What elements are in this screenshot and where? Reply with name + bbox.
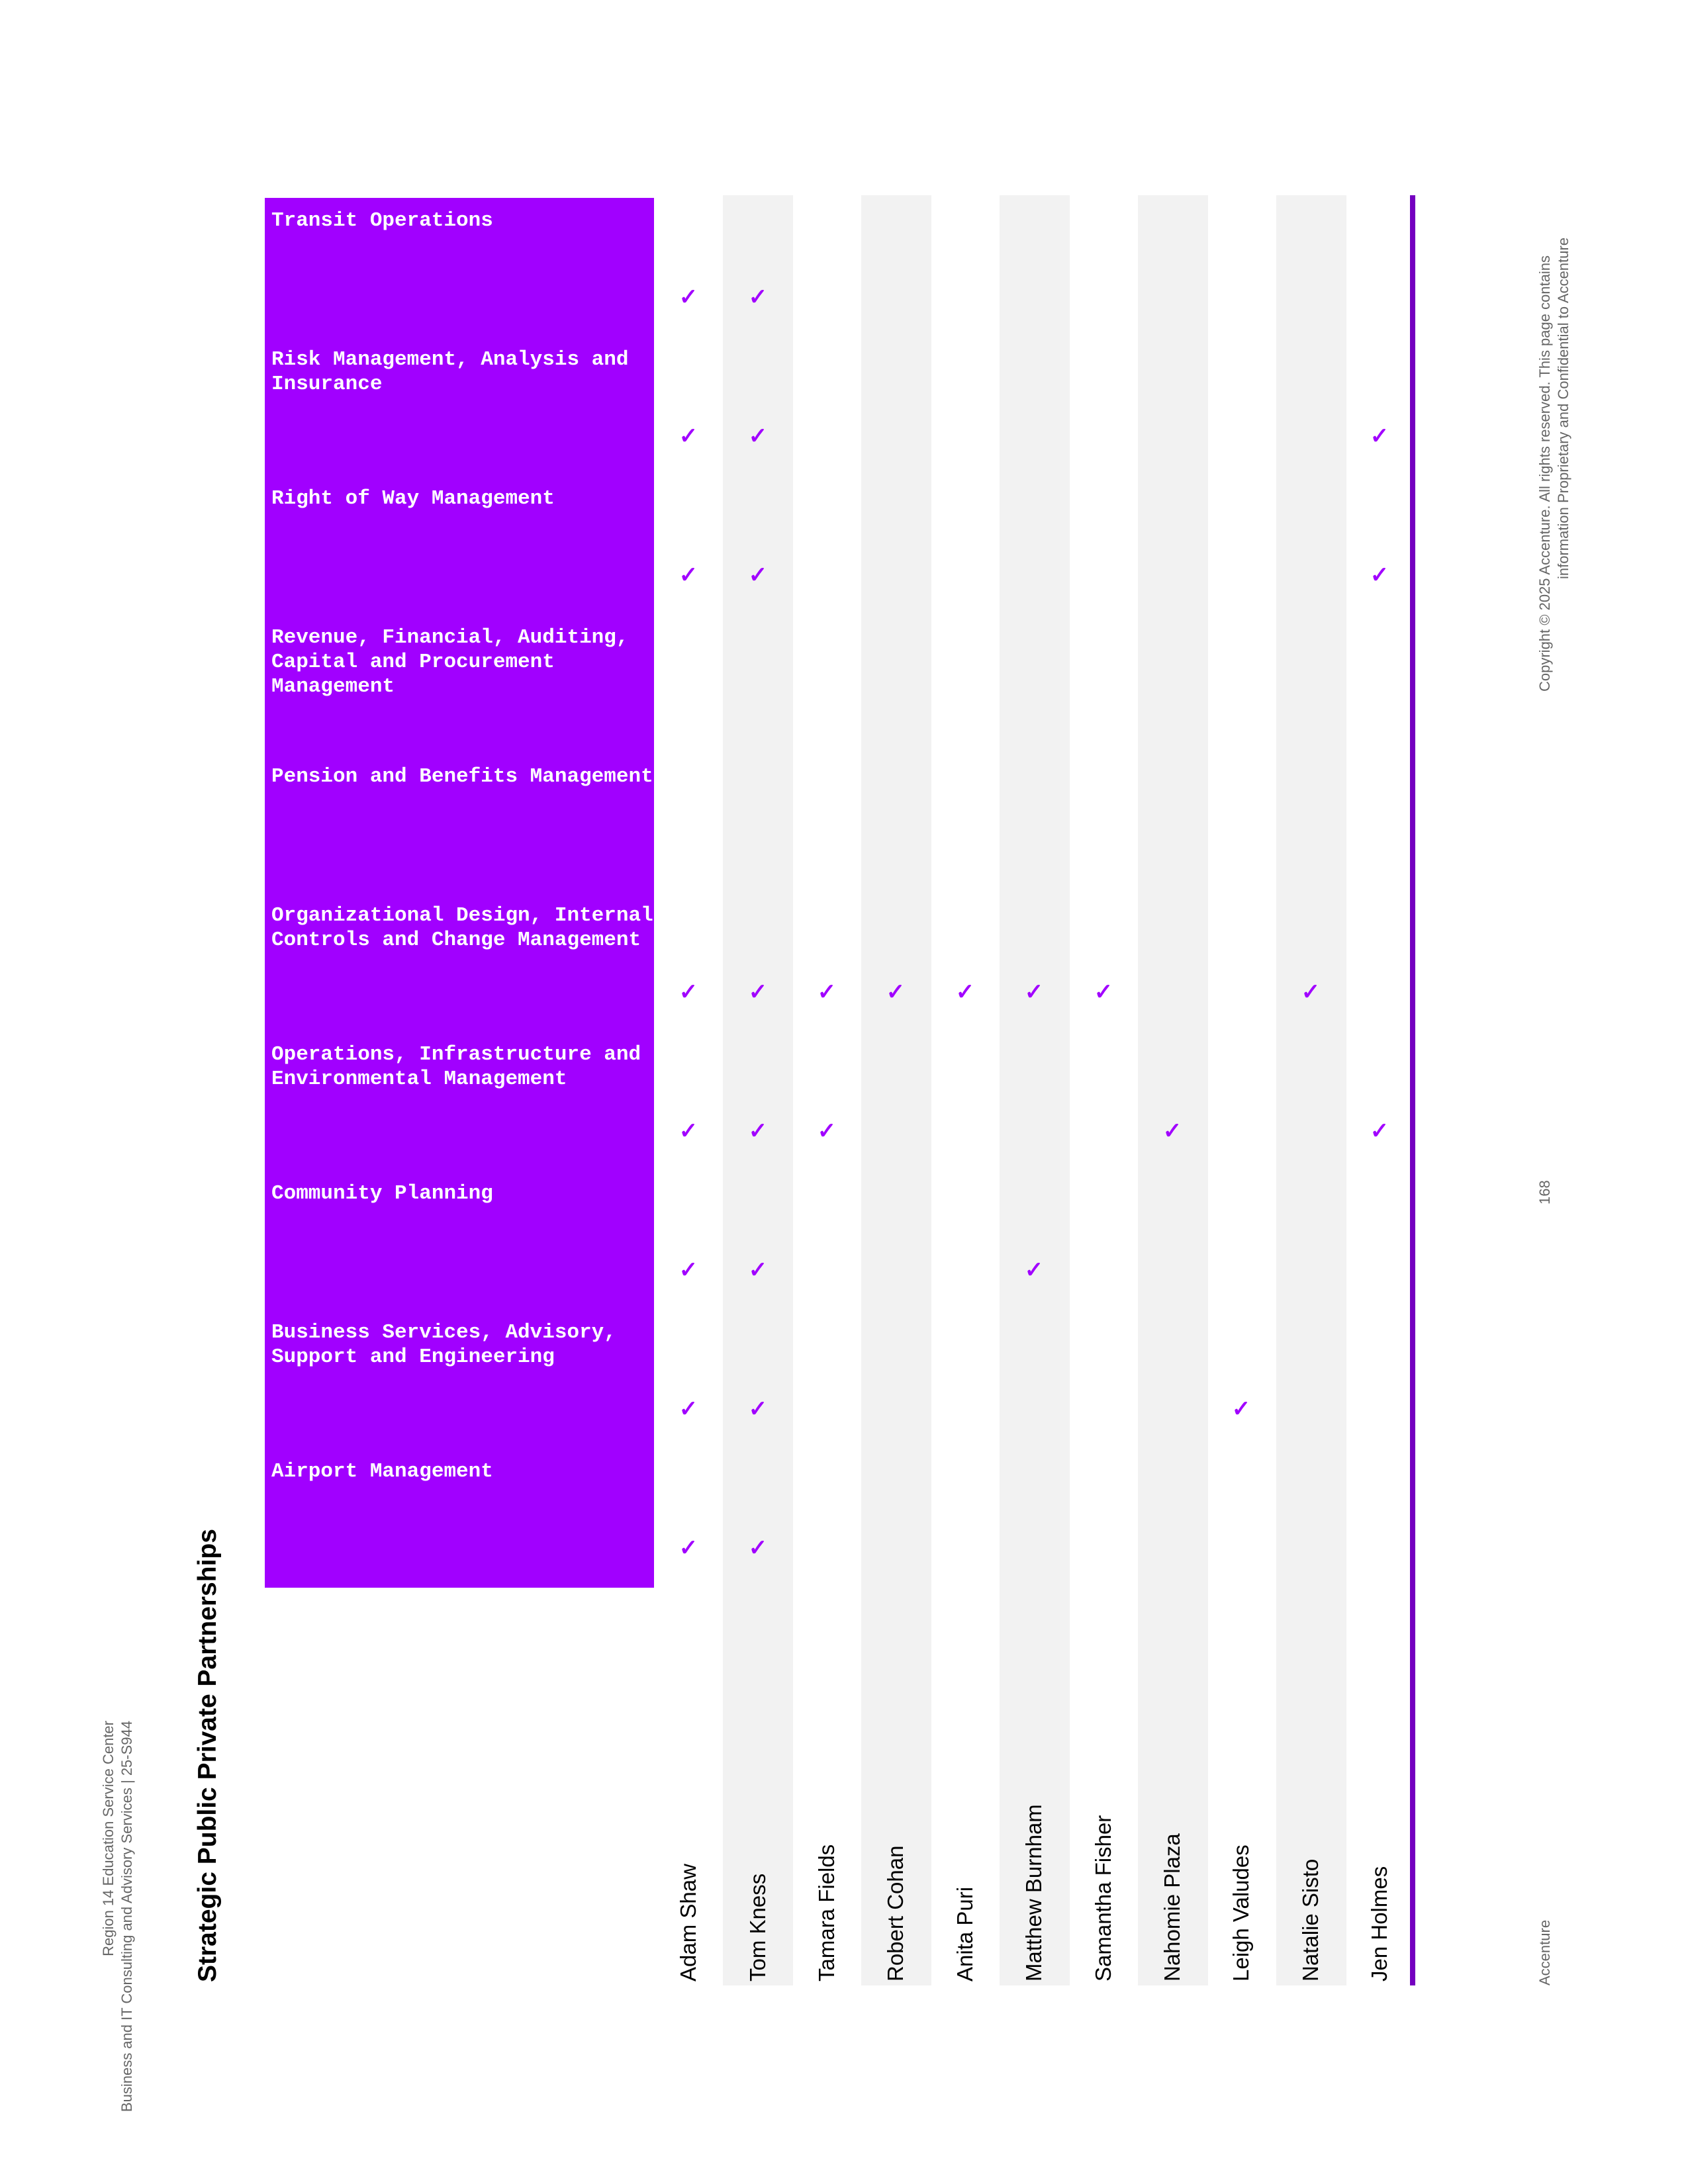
page-title: Strategic Public Private Partnerships: [193, 1529, 222, 1982]
column-header-label: Organizational Design, Internal Controls and Change Management: [271, 904, 653, 952]
check-icon: ✓: [748, 1535, 767, 1561]
check-icon: ✓: [748, 424, 767, 449]
check-icon: ✓: [748, 285, 767, 310]
check-icon: ✓: [748, 979, 767, 1005]
check-icon: ✓: [1232, 1396, 1251, 1422]
check-icon: ✓: [679, 285, 698, 310]
row-name: Robert Cohan: [883, 1845, 908, 1981]
check-icon: ✓: [1024, 1257, 1044, 1283]
column-header-label: Operations, Infrastructure and Environmental Management: [271, 1043, 641, 1091]
check-icon: ✓: [679, 563, 698, 588]
check-icon: ✓: [1301, 979, 1321, 1005]
page-number: 168: [1536, 1180, 1553, 1205]
column-header: [265, 1310, 654, 1449]
column-header-label: Right of Way Management: [271, 487, 555, 510]
column-header-label: Airport Management: [271, 1460, 493, 1483]
check-icon: ✓: [748, 563, 767, 588]
table-bottom-rule: [1410, 195, 1415, 1985]
column-header: [265, 754, 654, 893]
page-header: [99, 1721, 136, 2184]
column-header-label: Revenue, Financial, Auditing, Capital and Procurement Management: [271, 626, 629, 698]
column-header: [265, 476, 654, 615]
column-header: [265, 1032, 654, 1171]
check-icon: ✓: [679, 979, 698, 1005]
check-icon: ✓: [886, 979, 906, 1005]
check-icon: ✓: [1162, 1118, 1182, 1144]
header-org: Region 14 Education Service Center: [100, 1721, 117, 1956]
check-icon: ✓: [1024, 979, 1044, 1005]
column-header-label: Community Planning: [271, 1182, 493, 1205]
check-icon: ✓: [1370, 1118, 1389, 1144]
row-name: Matthew Burnham: [1021, 1804, 1047, 1981]
column-header-label: Transit Operations: [271, 209, 493, 232]
column-header: [265, 615, 654, 754]
row-name: Nahomie Plaza: [1159, 1833, 1184, 1981]
column-header: [265, 337, 654, 476]
check-icon: ✓: [1370, 563, 1389, 588]
column-header-label: Pension and Benefits Management: [271, 765, 653, 788]
check-icon: ✓: [817, 979, 837, 1005]
copyright-line-2: information Proprietary and Confidential to Accenture: [1555, 237, 1571, 579]
check-icon: ✓: [679, 1396, 698, 1422]
row-name: Tom Kness: [745, 1873, 770, 1981]
check-icon: ✓: [1094, 979, 1113, 1005]
column-header-label: Risk Management, Analysis and Insurance: [271, 348, 629, 396]
row-name: Samantha Fisher: [1090, 1815, 1115, 1981]
row-name: Natalie Sisto: [1297, 1858, 1323, 1981]
column-header: [265, 1171, 654, 1310]
check-icon: ✓: [748, 1396, 767, 1422]
column-header: [265, 198, 654, 337]
column-header-label: Business Services, Advisory, Support and Engineering: [271, 1321, 616, 1369]
column-header: [265, 1449, 654, 1588]
footer-left: Accenture: [1536, 1919, 1553, 1985]
check-icon: ✓: [748, 1118, 767, 1144]
check-icon: ✓: [1370, 424, 1389, 449]
check-icon: ✓: [955, 979, 975, 1005]
header-rfp: Business and IT Consulting and Advisory Services | 25-S944: [118, 1721, 135, 2113]
check-icon: ✓: [679, 1118, 698, 1144]
check-icon: ✓: [817, 1118, 837, 1144]
copyright-line-1: Copyright © 2025 Accenture. All rights reserved. This page contains: [1536, 255, 1553, 692]
row-name: Tamara Fields: [814, 1844, 839, 1981]
check-icon: ✓: [679, 1257, 698, 1283]
row-name: Anita Puri: [952, 1886, 977, 1981]
check-icon: ✓: [679, 1535, 698, 1561]
check-icon: ✓: [748, 1257, 767, 1283]
row-name: Adam Shaw: [676, 1864, 701, 1981]
row-name: Jen Holmes: [1367, 1866, 1392, 1981]
column-header: [265, 893, 654, 1032]
row-name: Leigh Valudes: [1229, 1844, 1254, 1981]
check-icon: ✓: [679, 424, 698, 449]
